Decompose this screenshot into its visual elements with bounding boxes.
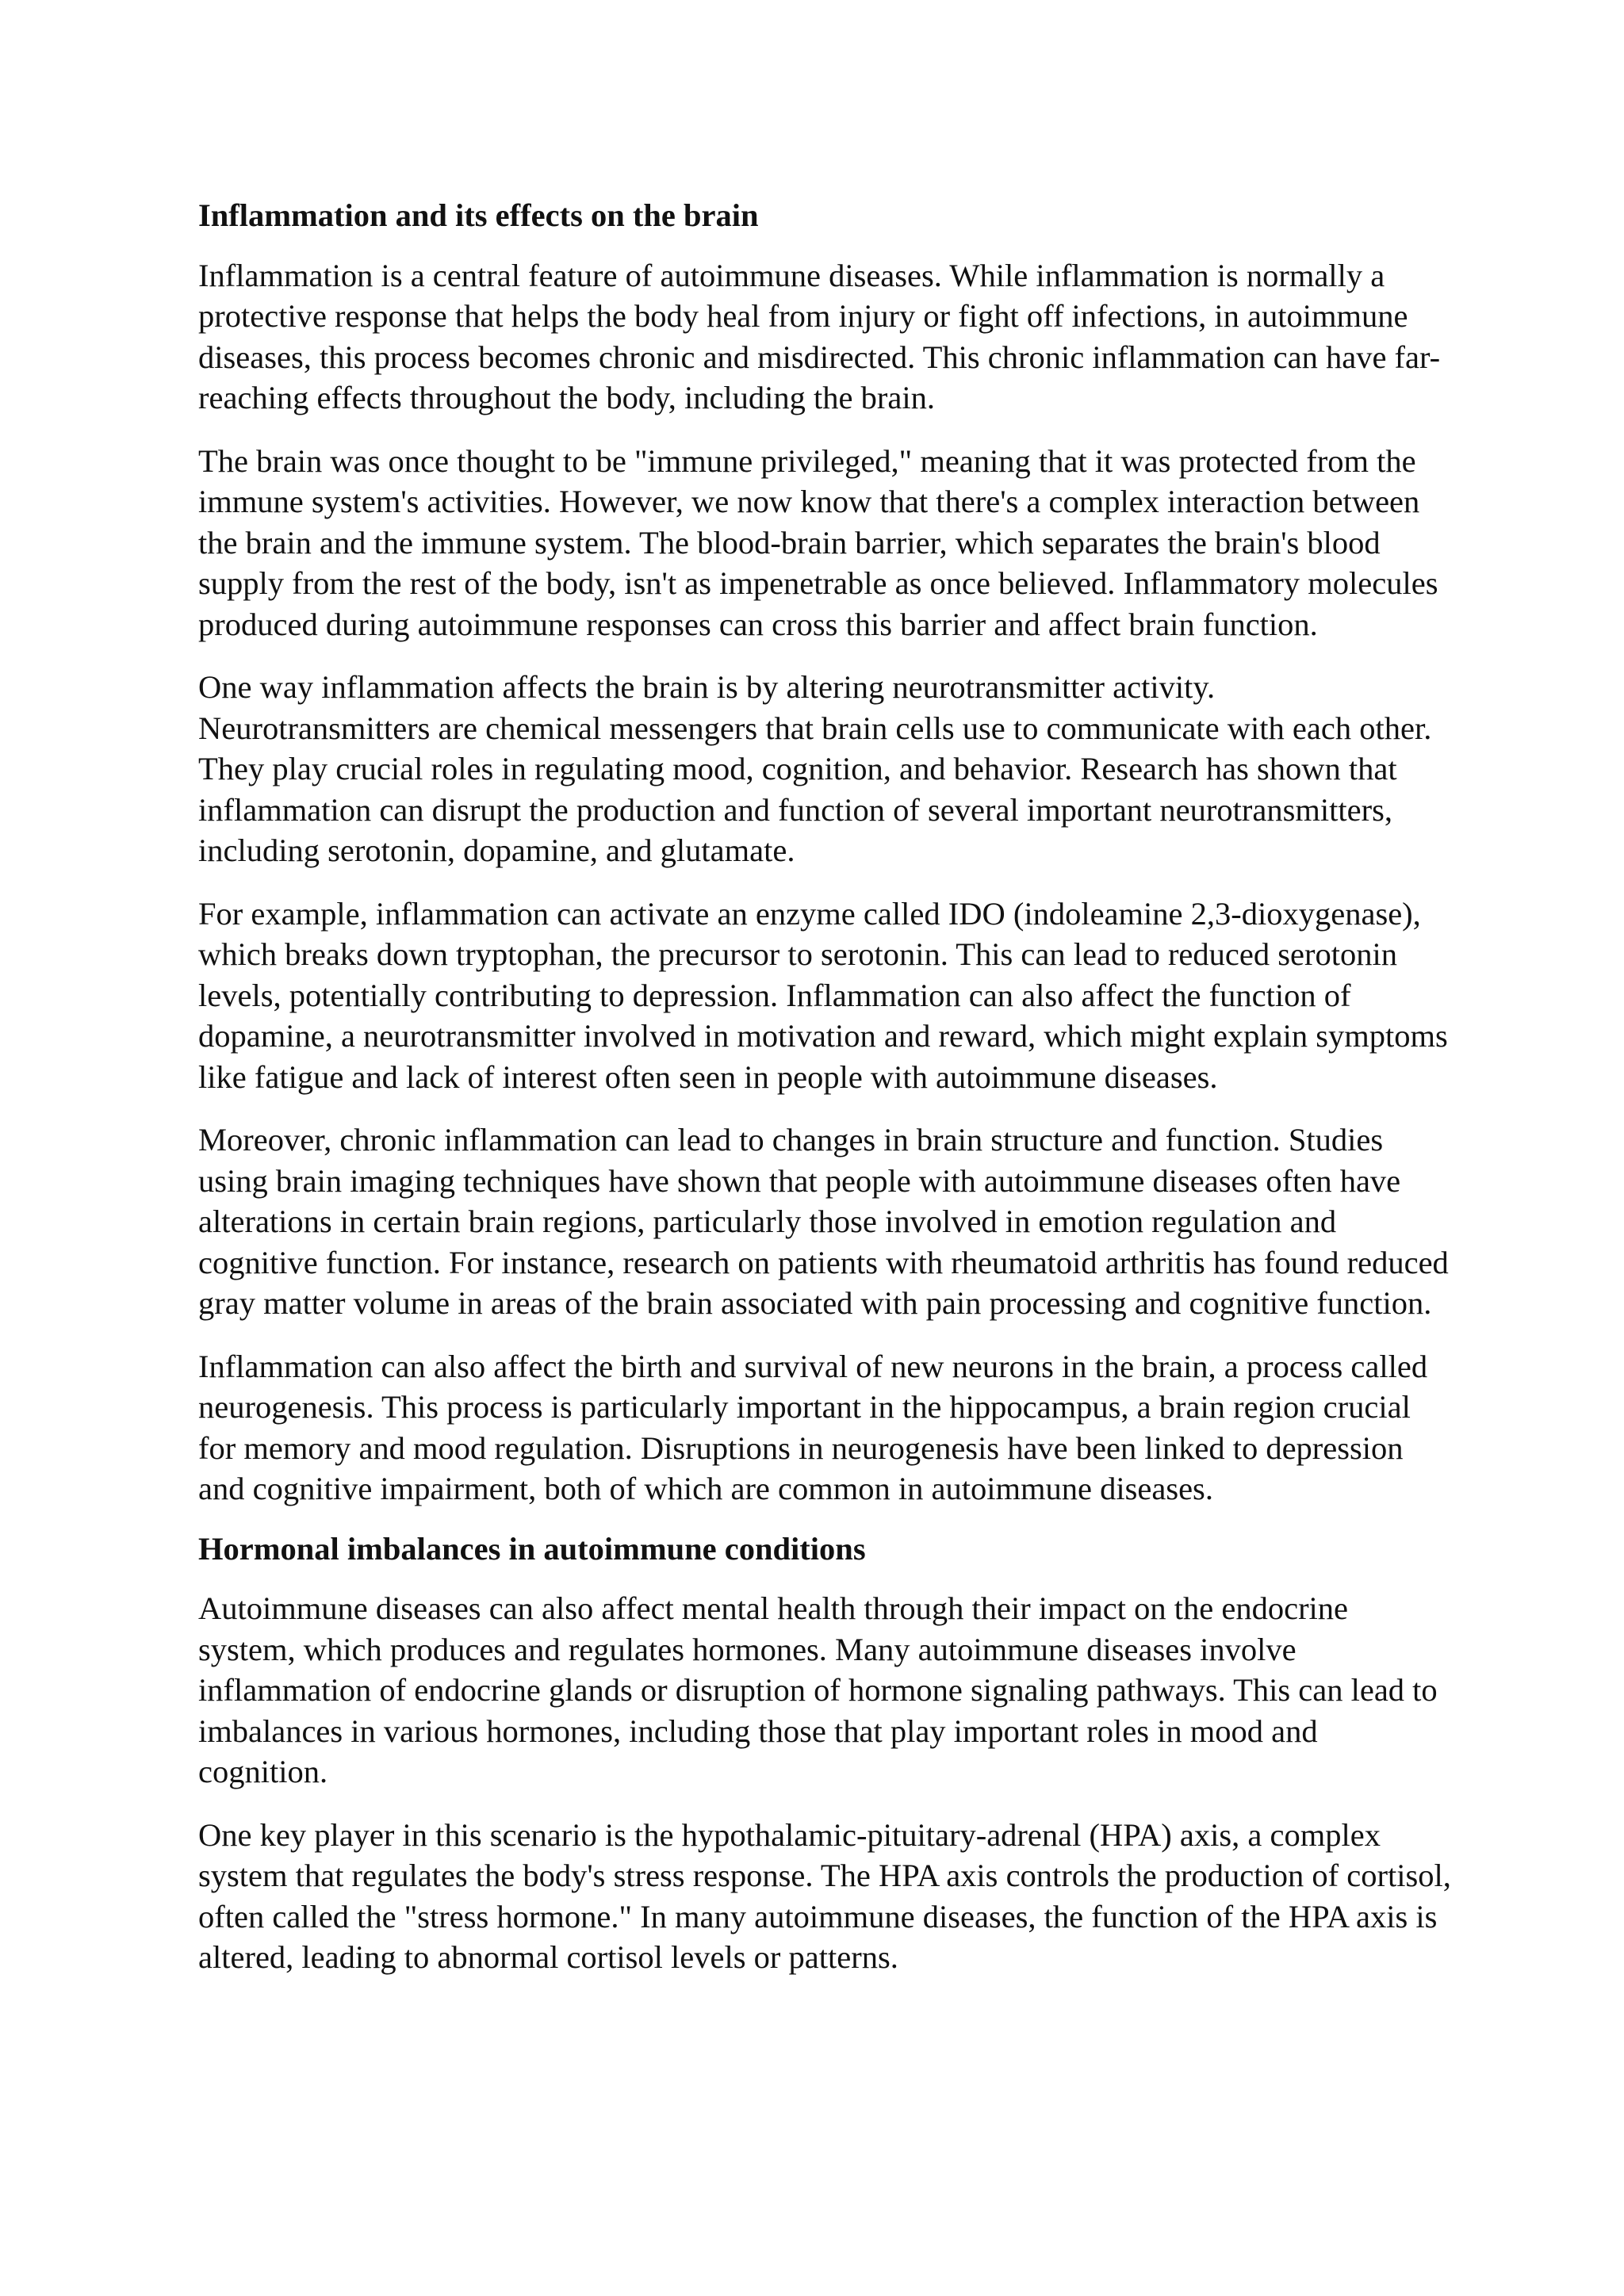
- paragraph: Autoimmune diseases can also affect mental health through their impact on the endocrine system, which produces and regulates hormones. Many autoimmune diseases involve inflammation of endocrine glands or disruption of hormone signaling pathways. This can lead to imbalances in various hormones, including those that play important roles in mood and cognition.: [198, 1590, 1438, 1789]
- section-hormonal: [198, 1529, 1451, 1978]
- paragraph: The brain was once thought to be "immune privileged," meaning that it was protected from the immune system's activities. However, we now know that there's a complex interaction between the brain and the immune system. The blood-brain barrier, which separates the brain's blood supply from the rest of the body, isn't as impenetrable as once believed. Inflammatory molecules produced during autoimmune responses can cross this barrier and affect brain function.: [198, 442, 1438, 642]
- paragraph: One key player in this scenario is the hypothalamic-pituitary-adrenal (HPA) axis, a complex system that regulates the body's stress response. The HPA axis controls the production of cortisol, often called the "stress hormone." In many autoimmune diseases, the function of the HPA axis is altered, leading to abnormal cortisol levels or patterns.: [198, 1816, 1451, 1975]
- paragraph: For example, inflammation can activate an enzyme called IDO (indoleamine 2,3-dioxygenase), which breaks down tryptophan, the precursor to serotonin. This can lead to reduced serotonin levels, potentially contributing to depression. Inflammation can also affect the function of dopamine, a neurotransmitter involved in motivation and reward, which might explain symptoms like fatigue and lack of interest often seen in people with autoimmune diseases.: [198, 895, 1448, 1095]
- document-page: [198, 195, 1451, 2000]
- paragraph: Inflammation is a central feature of autoimmune diseases. While inflammation is normally a protective response that helps the body heal from injury or fight off infections, in autoimmune diseases, this process becomes chronic and misdirected. This chronic inflammation can have far-reaching effects throughout the body, including the brain.: [198, 257, 1441, 415]
- section-heading: Inflammation and its effects on the brain: [198, 197, 759, 233]
- paragraph: Inflammation can also affect the birth and survival of new neurons in the brain, a process called neurogenesis. This process is particularly important in the hippocampus, a brain region crucial for memory and mood regulation. Disruptions in neurogenesis have been linked to depression and cognitive impairment, both of which are common in autoimmune diseases.: [198, 1348, 1428, 1506]
- paragraph: One way inflammation affects the brain is by altering neurotransmitter activity. Neurotransmitters are chemical messengers that brain cells use to communicate with each other. They play crucial roles in regulating mood, cognition, and behavior. Research has shown that inflammation can disrupt the production and function of several important neurotransmitters, including serotonin, dopamine, and glutamate.: [198, 669, 1432, 868]
- section-inflammation: [198, 195, 1451, 1510]
- paragraph: Moreover, chronic inflammation can lead to changes in brain structure and function. Studies using brain imaging techniques have shown that people with autoimmune diseases often have alterations in certain brain regions, particularly those involved in emotion regulation and cognitive function. For instance, research on patients with rheumatoid arthritis has found reduced gray matter volume in areas of the brain associated with pain processing and cognitive function.: [198, 1122, 1449, 1321]
- section-heading: Hormonal imbalances in autoimmune conditions: [198, 1530, 866, 1567]
